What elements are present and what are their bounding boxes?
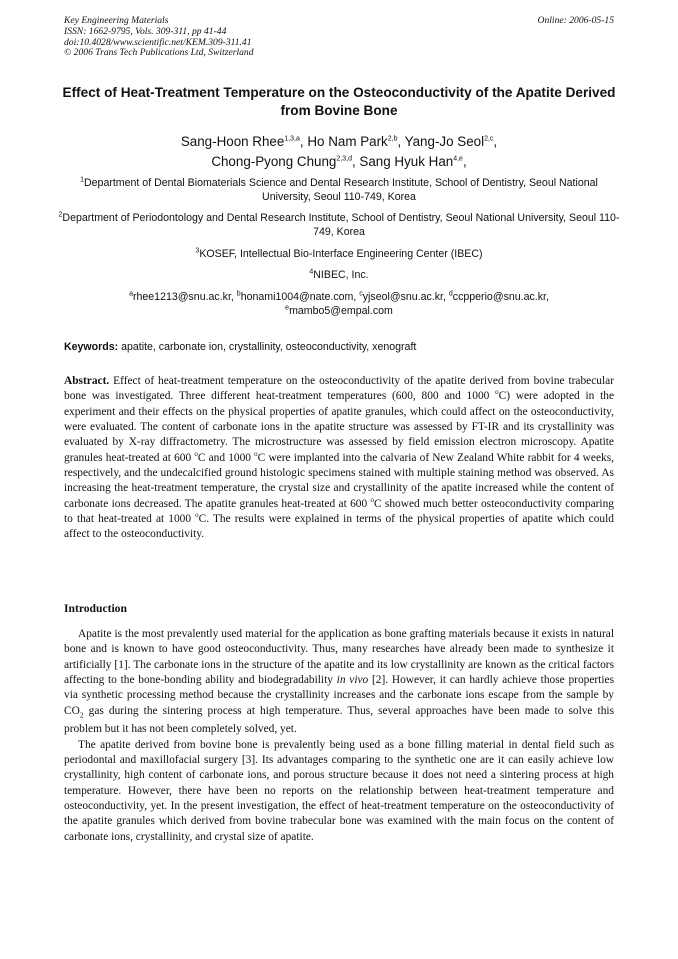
email-separator: , [353, 291, 360, 303]
paragraph-text: gas during the sintering process at high temperature. Thus, several approaches have been made to solve this problem but it has not been completely solved, yet. [64, 704, 614, 736]
affiliation-sup: 2 [58, 211, 63, 219]
degree-sup: o [495, 388, 499, 397]
email-sup: e [285, 304, 290, 312]
author-sup: 1,3,a [284, 135, 300, 143]
abstract-text: C and 1000 [197, 451, 255, 464]
abstract [64, 374, 614, 543]
doi-line[interactable]: doi:10.4028/www.scientific.net/KEM.309-311.41 [64, 36, 252, 48]
paper-title: Effect of Heat-Treatment Temperature on the Osteoconductivity of the Apatite Derived from Bovine Bone [62, 85, 616, 118]
abstract-text: C) were adopted in the experiment and their effects on the physical properties of apatite granules, which could affect on the osteoconductivity, were evaluated. The content of carbonate ions in the apatite structure was assessed by FT-IR and its crystallinity was evaluated by X-ray diffractometry. The microstructure was assessed by field emission electron microscopy. Apatite granules heat-treated at 600 [64, 390, 615, 464]
author-name: Sang-Hoon Rhee [180, 134, 285, 149]
italic-text: in vivo [336, 674, 369, 687]
online-date: Online: 2006-05-15 [537, 15, 614, 26]
affiliation-1 [56, 176, 622, 204]
abstract-label: Abstract. [64, 375, 110, 387]
keywords [64, 340, 614, 354]
paragraph-text: Apatite is the most prevalently used material for the application as bone grafting materials because it exists in natural bone and is known to have good osteoconductivity. Thus, many researches have already been made to synthesize it artificially [1]. The carbonate ions in the structure of the apatite and its low crystallinity are known as the critical factors affecting to the bone-bonding ability and biodegradability [64, 628, 614, 687]
copyright-line: © 2006 Trans Tech Publications Ltd, Switzerland [64, 47, 254, 59]
author-sup: 4,e [453, 155, 463, 163]
section-heading-introduction: Introduction [64, 602, 127, 615]
email-sup: a [129, 290, 133, 298]
introduction-body [64, 627, 614, 845]
paragraph [64, 627, 614, 738]
affiliation-4 [56, 268, 622, 282]
degree-sup: o [254, 449, 258, 458]
email-link[interactable]: honami1004@nate.com [240, 291, 354, 303]
affiliation-text: Department of Dental Biomaterials Science and Dental Research Institute, School of Dentistry, Seoul National University, Seoul 110-749, Korea [84, 177, 598, 204]
author-line-1 [50, 132, 628, 152]
affiliation-text: Department of Periodontology and Dental Research Institute, School of Dentistry, Seoul National University, Seoul 110-749, Korea [62, 212, 620, 239]
email-sup: d [448, 290, 453, 298]
author-sup: 2,3,d [336, 155, 352, 163]
email-link[interactable]: yjseol@snu.ac.kr [362, 291, 443, 303]
author-name: Chong-Pyong Chung [211, 154, 337, 169]
email-sup: c [359, 290, 363, 298]
abstract-text: C were implanted into the calvaria of New Zealand White rabbit for 4 weeks, respectively, and the undecalcified ground histologic specimens stained with multiple staining method was observed. As increasing the heat-treatment temperature, the crystal size and crystallinity of the apatite increased while the content of carbonate ions decreased. The apatite granules heat-treated at 600 [64, 451, 614, 510]
author-line-2 [50, 152, 628, 172]
author-separator: , [493, 134, 498, 149]
keywords-text: apatite, carbonate ion, crystallinity, osteoconductivity, xenograft [118, 341, 417, 353]
affiliation-3 [56, 247, 622, 261]
email-link[interactable]: ccpperio@snu.ac.kr, [452, 291, 549, 303]
journal-name: Key Engineering Materials [64, 15, 169, 26]
email-sup: b [236, 290, 241, 298]
abstract-text: C. The results were explained in terms of the physical properties of apatite which could affect to the osteoconductivity. [64, 513, 614, 541]
affiliation-text: KOSEF, Intellectual Bio-Interface Engineering Center (IBEC) [199, 248, 483, 260]
author-separator: , [299, 134, 308, 149]
author-separator: , [462, 154, 467, 169]
affiliation-sup: 1 [80, 176, 85, 184]
affiliation-sup: 4 [309, 268, 314, 276]
abstract-text: C showed much better osteoconductivity comparing to that heat-treated at 1000 [64, 497, 614, 526]
affiliation-2 [56, 211, 622, 239]
email-separator: , [230, 291, 237, 303]
author-list [50, 132, 628, 172]
issn-line: ISSN: 1662-9795, Vols. 309-311, pp 41-44 [64, 25, 227, 37]
journal-header [64, 16, 614, 59]
abstract-text: Effect of heat-treatment temperature on the osteoconductivity of the apatite derived from bovine trabecular bone was investigated. Three different heat-treatment temperatures (600, 800 and 1000 [64, 375, 614, 403]
affiliation-sup: 3 [195, 247, 200, 255]
keywords-label: Keywords: [64, 341, 119, 353]
author-name: Sang Hyuk Han [359, 154, 454, 169]
degree-sup: o [194, 449, 198, 458]
author-sup: 2,c [484, 135, 494, 143]
degree-sup: o [195, 511, 199, 520]
email-list [56, 290, 622, 318]
paragraph-text: [2]. However, it can hardly achieve those properties via synthetic processing method because the crystallinity increases and the carbonate ions escape from the sample by CO [64, 674, 615, 717]
email-separator: , [442, 291, 449, 303]
degree-sup: o [370, 495, 374, 504]
affiliation-text: NIBEC, Inc. [313, 269, 369, 281]
author-separator: , [397, 134, 405, 149]
paragraph: The apatite derived from bovine bone is prevalently being used as a bone filling material in dental field such as periodontal and maxillofacial surgery [3]. Its advantages comparing to the synthetic one are it can easily achieve low crystallinity, high content of carbonate ions, and porous structure because it does not need a sintering process at high temperature. However, there have been no reports on the relationship between heat-treatment temperature and osteoconductivity, yet. In the present investigation, the effect of heat-treatment temperature on the osteoconductivity of the apatite granules which derived from bovine trabecular bone was examined with the main focus on the content of carbonate ions, crystallinity, and crystal size of apatite. [64, 738, 614, 843]
author-name: Yang-Jo Seol [404, 134, 485, 149]
subscript: 2 [79, 710, 84, 719]
email-link[interactable]: rhee1213@snu.ac.kr [132, 291, 231, 303]
author-separator: , [351, 154, 360, 169]
author-sup: 2,b [387, 135, 398, 143]
author-name: Ho Nam Park [307, 134, 388, 149]
email-link[interactable]: mambo5@empal.com [289, 305, 393, 318]
